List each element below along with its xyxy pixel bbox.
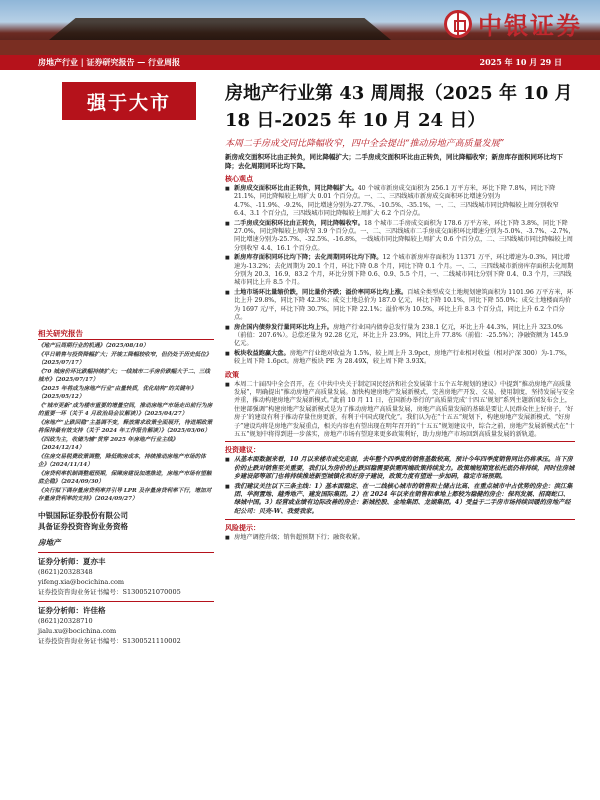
core-point-text: 百城全类型成交土地规划建筑面积为 1101.96 万平方米，环比上升 29.8%，同比下降 42.3%；成交土地总价为 187.0 亿元，环比下降 10.1%，同比下降 55.0%；成交土地楼面均价为 1697 元/平，环比下降 30.7%，同比下降 22.1%；溢价率为 10.5%，环比上升 8.3 个百分点，同比上升 6.2 个百分点。 xyxy=(234,288,573,322)
header-banner xyxy=(0,0,600,55)
analyst-cert: 证券投资咨询业务证书编号：S1300521070005 xyxy=(38,588,181,596)
related-report-link[interactable]: 《住房交易税费政策调整，降低购房成本，持续推动房地产市场的体企》（2024/11/14） xyxy=(38,454,206,468)
core-point-head: 土地市场环比量缩价跌，同比量价齐跌；溢价率同环比均上涨。 xyxy=(234,288,408,296)
report-category: 房地产行业 | 证券研究报告 — 行业周报 xyxy=(38,57,181,67)
core-point xyxy=(225,185,575,219)
core-point-text: 40 个城市新房成交面积为 256.1 万平方米，环比下降 7.8%，同比下降 21.1%，同比降幅较上周扩大 0.01 个百分点。一、二、三四线城市新房成交面积环比增速分别为 4.7%、-11.9%、-9.2%，同比增速分别为-27.7%、-10.5%、-35.1%，一、二、三四线城市同比降幅较上周分别收窄 6.4、3.1 个百分点，三四线城市同比降幅较上周扩大 6.2 个百分点。 xyxy=(234,185,559,218)
related-reports-heading: 相关研究报告 xyxy=(38,330,214,340)
analyst-list xyxy=(38,552,214,646)
core-point xyxy=(225,289,575,323)
risk-section xyxy=(225,519,575,542)
core-point-text: 18 个城市二手房成交面积为 178.6 万平方米，环比下降 3.8%，同比下降 27.0%，同比降幅较上周收窄 3.9 个百分点。一、二、三四线城市二手房成交面积环比增速分别为-5.0%、-3.7%、-2.7%，同比增速分别为-25.7%、-32.5%、-16.8%，一线城市同比降幅较上周扩大 0.6 个百分点，二、三四线城市同比降幅较上周分别收窄 4.4、16.1 个百分点。 xyxy=(234,219,575,252)
company-name: 中银国际证券股份有限公司 具备证券投资咨询业务资格 xyxy=(38,511,128,531)
analyst-phone: (8621)20328348 xyxy=(38,568,93,576)
related-report-link[interactable]: 《央行拟下调存量房贷利率并引导 LPR 及存量房贷利率下行，增加对存量房贷利率的支持》（2024/09/27） xyxy=(38,488,212,502)
bank-logo-icon xyxy=(444,10,472,38)
risk-item xyxy=(225,534,575,542)
policy-body: 本周二十届四中全会召开，在《中共中央关于制定国民经济和社会发展第十五个五年规划的建议》中提到“推动房地产高质量发展”，明确提出“推动房地产高质量发展。加快构建房地产发展新模式，完善房地产开发、交易、使用制度，坚持发展与安全并重，推动构建房地产发展新模式。”此前 10 月 11 日，在国新办举行的“高质量完成‘十四五’规划”系列主题新闻发布会上，住建部强调“构建房地产发展新模式是为了推动房地产高质量发展，房地产高质量发展的基础是要让人民群众住上好房子，‘好房子’的建设有利于推动存量住房更新，有利于中国式现代化”。我们认为在“十五五”规划下，构建房地产发展新模式、“好房子”建设均将是房地产发展重点，相关内容也有望出现在明年召开的“十五五”规划建议中，综合之前，房地产发展新模式在“十五五”规划中将得到进一步落实，房地产市场有望迎来更多政策利好，助力房地产市场回到高质量发展的新轨道。 xyxy=(234,380,575,438)
analyst-email[interactable]: yifeng.xia@bocichina.com xyxy=(38,578,125,586)
invest-item xyxy=(225,483,575,517)
analyst-phone: (8621)20328710 xyxy=(38,617,93,625)
palace-roof-image xyxy=(30,18,410,40)
policy-title: 政策 xyxy=(225,369,239,379)
core-list xyxy=(225,185,575,367)
policy-text xyxy=(225,381,575,440)
core-point-head: 房企国内债券发行量同环比均上升。 xyxy=(234,323,333,331)
brand-logo xyxy=(444,6,582,41)
core-point-head: 板块收益跑赢大盘。 xyxy=(234,349,290,357)
core-point xyxy=(225,220,575,254)
logo-text: 中银证券 xyxy=(478,12,582,40)
core-point-text: 房地产行业绝对收益为 1.5%，较上周上升 3.9pct，房地产行业相对收益（相对沪深 300）为-1.7%，较上周下降 1.6pct。房地产板块 PE 为 28.49X，较上周下降 3.93X。 xyxy=(234,349,572,366)
invest-section xyxy=(225,441,575,516)
invest-title: 投资建议： xyxy=(225,445,260,455)
related-report-link[interactable]: 《“城市更新”成为楼市重要的增量空间，推动房地产市场走出前行为房的重要一环（关于 4 月政治局会议解读）》（2025/04/27） xyxy=(38,403,213,417)
analyst-email[interactable]: jialu.xu@bocichina.com xyxy=(38,627,117,635)
analyst-cert: 证券投资咨询业务证书编号：S1300521110002 xyxy=(38,637,181,645)
core-point-head: 二手房成交面积环比由正转负，同比降幅收窄。 xyxy=(234,219,364,227)
related-report-link[interactable]: 《房地产“止跌回稳”主基调不变，释放需求政策全面展开，待进期政策将保持最有效支持（关于 2024 年工作报告解读）》（2025/03/06） xyxy=(38,420,213,434)
related-reports-list xyxy=(38,342,214,503)
core-title: 核心观点 xyxy=(225,174,253,183)
risk-text: 房地产调控升级；销售超预期下行；融资收紧。 xyxy=(234,534,364,542)
core-point xyxy=(225,254,575,288)
invest-text: 从基本面数据来看，10 月以来楼市成交走弱，去年整个四季度的销售基数较高，预计今年四季度销售同比仍将承压。当下房价的止跌对销售至关重要，我们认为房价的止跌回稳需要供需两端政策持续发力。政策端短期宽松托底仍将持续，同时住房城乡建设部等部门也将持续推进新型城镇化和好房子建设，政策力度有望进一步加码，稳定市场预期。 xyxy=(234,456,575,481)
core-point xyxy=(225,324,575,349)
report-title: 房地产行业第 43 周周报（2025 年 10 月 18 日-2025 年 10 月 24 日） xyxy=(225,83,573,131)
analyst-card xyxy=(38,552,214,597)
summary: 新房成交面积环比由正转负，同比降幅扩大；二手房成交面积环比由正转负，同比降幅收窄；新房库存面积同环比均下降；去化周期同环比均下降。 xyxy=(225,153,563,170)
sidebar xyxy=(38,330,214,646)
core-point-text: 房地产行业国内债券总发行量为 238.1 亿元，环比上升 44.3%，同比上升 323.0%（前值：207.6%）。总偿还量为 92.28 亿元，环比上升 23.9%，同比上升 77.8%（前值：-25.5%）；净融资额为 145.9 亿元。 xyxy=(234,323,569,348)
core-point-head: 新房成交面积环比由正转负，同比降幅扩大。 xyxy=(234,185,358,192)
analyst-card xyxy=(38,601,214,646)
related-report-link[interactable]: 《四政为主，收储为辅“贯穿 2025 年房地产行业主线》（2024/12/14） xyxy=(38,437,179,451)
related-report-link[interactable]: 《地产后周期行业的机遇》（2025/08/10） xyxy=(38,343,149,349)
department: 房地产 xyxy=(38,538,61,547)
report-category-bar xyxy=(0,55,600,70)
related-report-link[interactable]: 《2025 年将成为房地产行业“由量转质，优化结构”的关键年》（2025/05/12） xyxy=(38,386,197,400)
related-report-link[interactable]: 《房贷利率机制调整超预期，保障房建设加速推进，房地产市场有望触底企稳》（2024/09/30） xyxy=(38,471,212,485)
core-point-head: 新房库存面积同环比均下降；去化周期同环比均下降。 xyxy=(234,254,383,262)
report-date: 2025 年 10 月 29 日 xyxy=(479,57,562,67)
core-point-text: 12 个城市新房库存面积为 11371 万平，环比增速为-0.3%，同比增速为-13.2%；去化周期为 20.1 个月，环比下降 0.8 个月，同比下降 0.1 个月。一、二、三四线城市新房库存面积去化周期分别为 20.3、16.9、83.2 个月，环比分别下降 0.6、0.9、5.5 个月，一、二线城市同比分别下降 0.4、0.3 个月，三四线城市同比上升 8.5 个月。 xyxy=(234,254,574,287)
palace-wall-image xyxy=(0,40,600,55)
related-report-link[interactable]: 《早日销售与投资降幅扩大；开竣工降幅较收窄，但仍处于历史低位》（2025/07/17） xyxy=(38,352,212,366)
analyst-name: 证券分析师：许佳格 xyxy=(38,606,106,615)
main-content xyxy=(225,80,575,543)
report-subtitle: 本周二手房成交同比降幅收窄，四中全会提出“推动房地产高质量发展” xyxy=(225,139,505,149)
analyst-name: 证券分析师：夏亦丰 xyxy=(38,557,106,566)
risk-title: 风险提示： xyxy=(225,523,260,533)
invest-text: 我们建议关注以下三条主线：1）基本面稳定、在一二线核心城市的销售和土储占比高、在重点城市中占优势的房企：滨江集团、华润置地、越秀地产、建发国际集团。2）在 2024 年以来在销售和拿地上都较为稳健的房企：保利发展、招商蛇口、绿城中国。3）经营或业绩有边际改善的房企：新城控股、金地集团、龙湖集团。4）受益于二手房市场持续回暖的房地产经纪公司：贝壳-W、我爱我家。 xyxy=(234,482,573,515)
related-report-link[interactable]: 《70 城房价环比跌幅持续扩大；一线城市二手房价跌幅大于二、三线城市》（2025/07/17） xyxy=(38,369,210,383)
core-point xyxy=(225,350,575,367)
rating-badge: 强于大市 xyxy=(62,82,196,120)
invest-item xyxy=(225,456,575,481)
